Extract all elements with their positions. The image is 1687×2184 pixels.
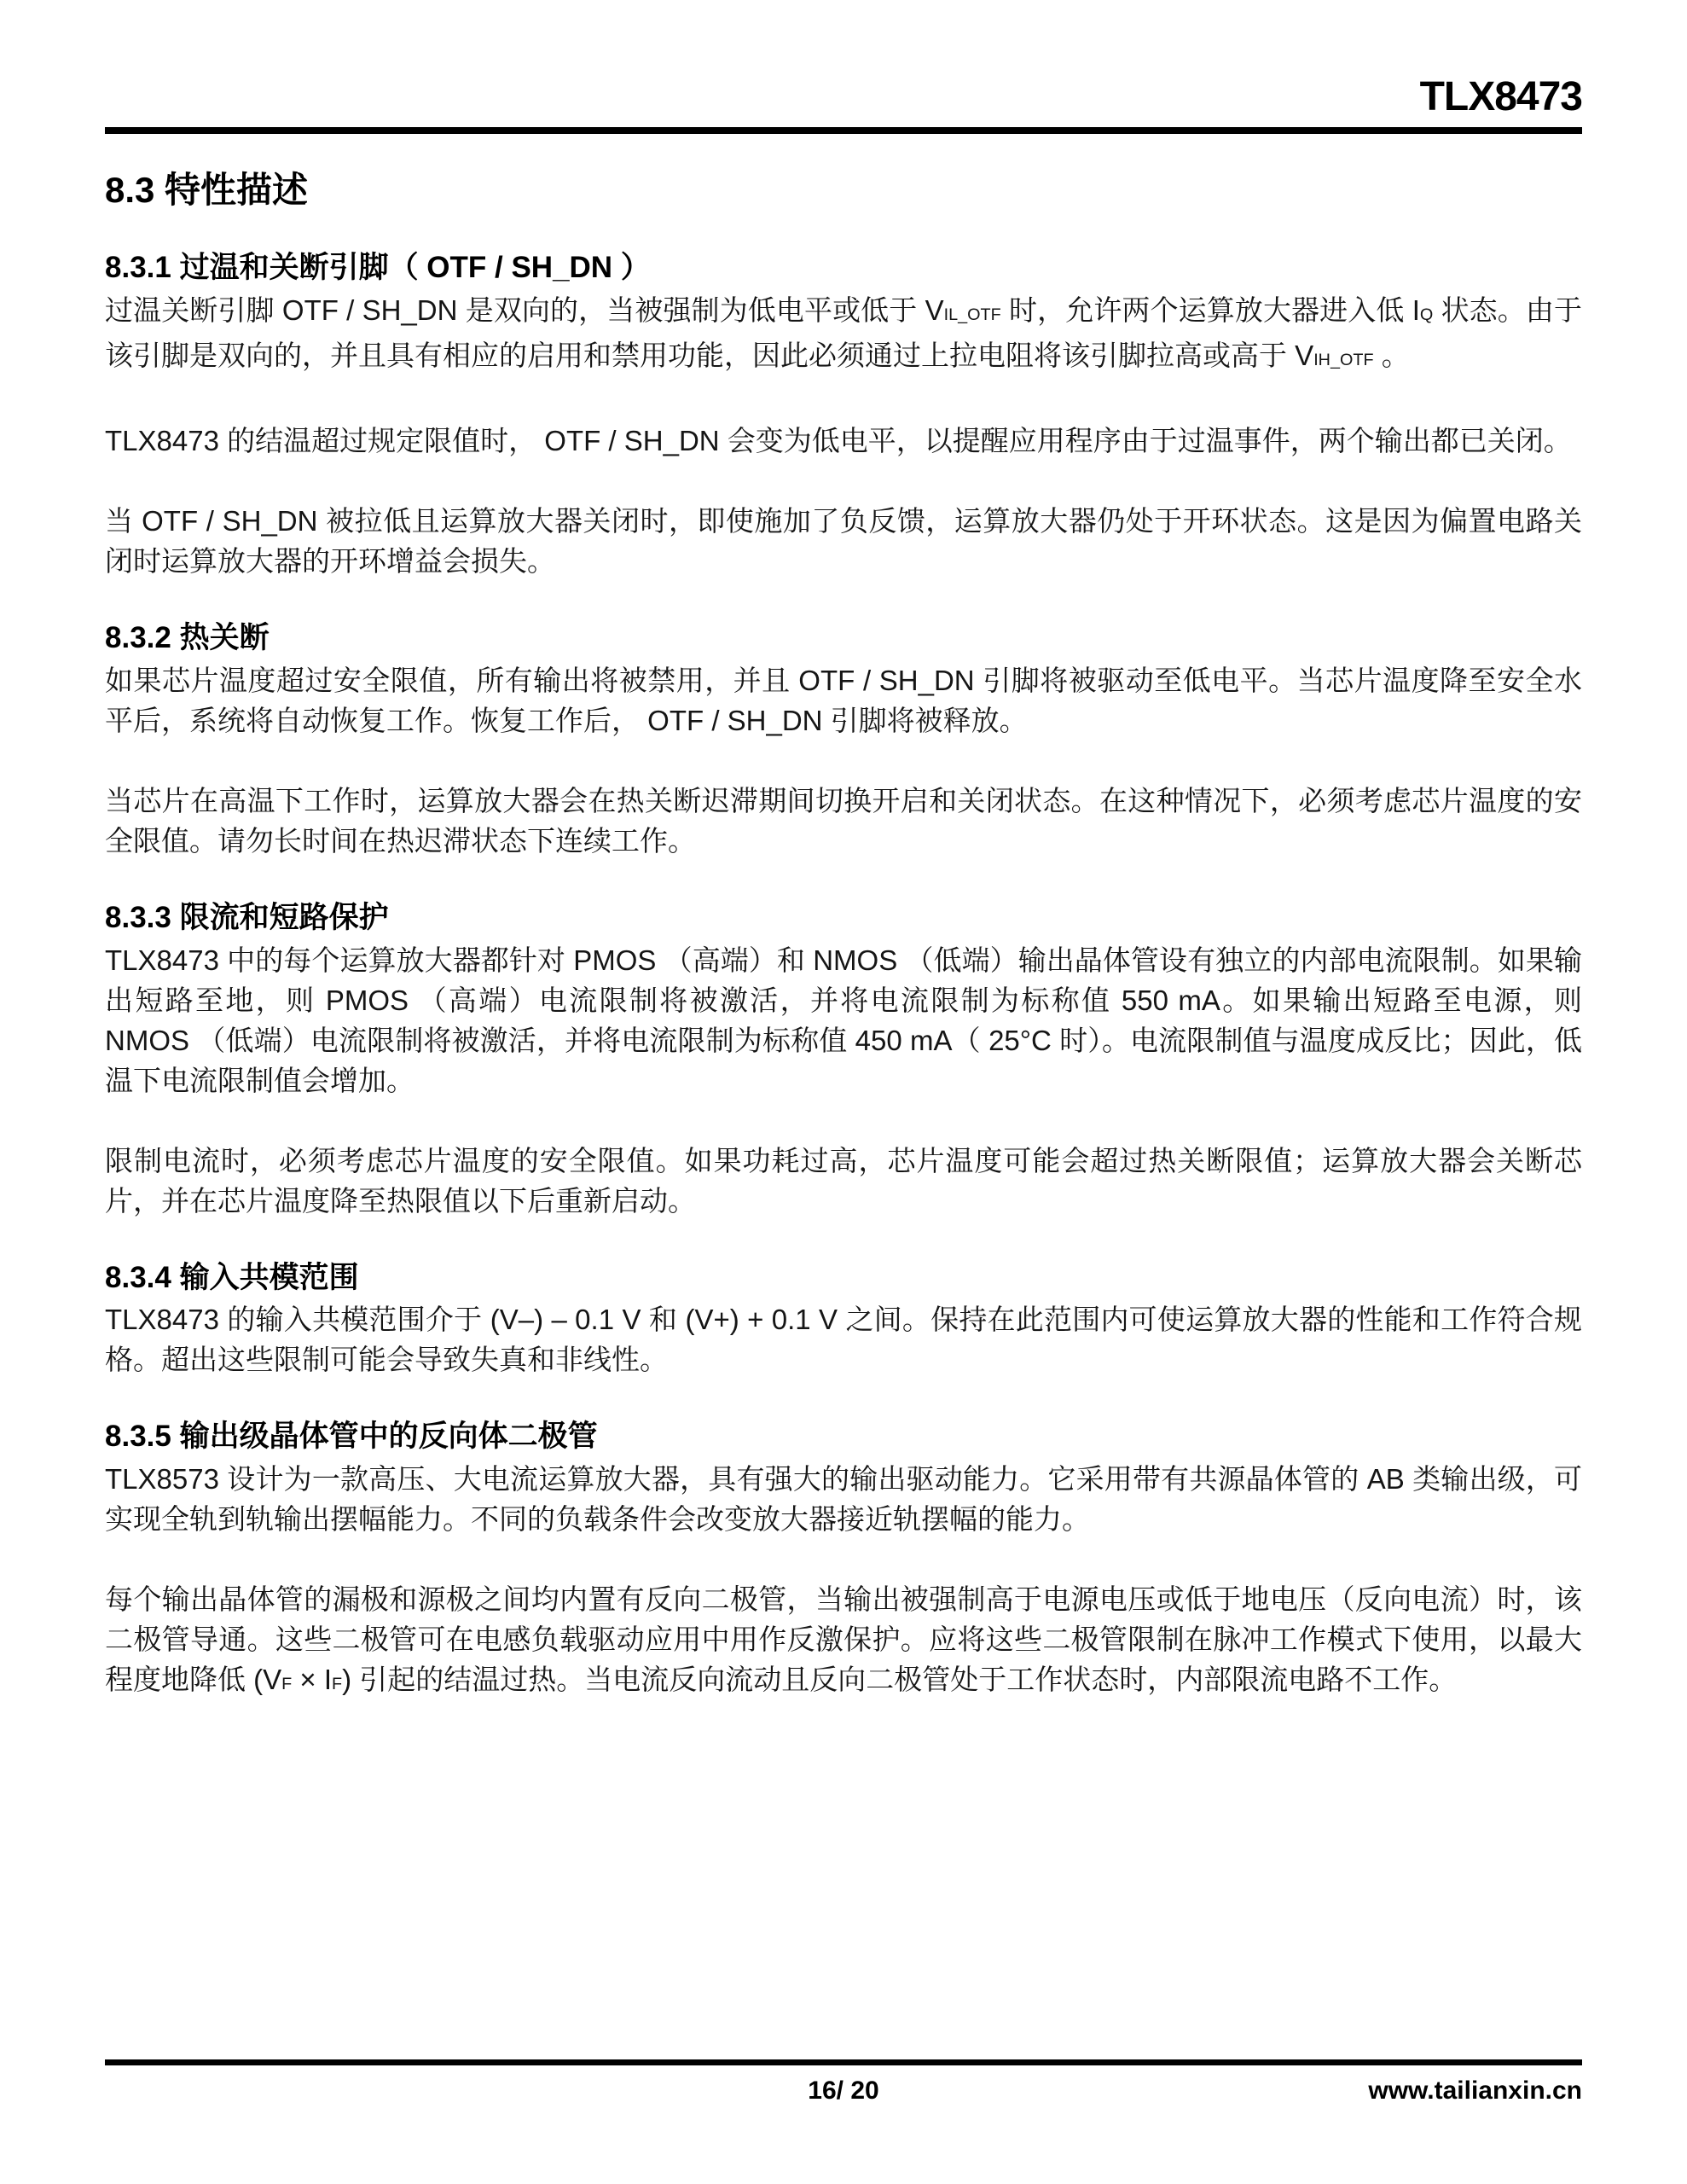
paragraph bbox=[105, 501, 1582, 581]
paragraph bbox=[105, 290, 1582, 380]
document-body bbox=[105, 170, 1582, 1705]
paragraph bbox=[105, 660, 1582, 741]
section-heading: 8.3 特性描述 bbox=[105, 170, 309, 210]
text-run: TLX8473 中的每个运算放大器都针对 PMOS （高端）和 NMOS （低端）输出晶体管设有独立的内部电流限制。如果输出短路至地，则 PMOS （高端）电流限制将被激活，并将电流限制为标称值 550 mA。如果输出短路至电源，则 NMOS （低端）电流限制将被激活，并将电流限制为标称值 450 mA（ 25°C 时）。电流限制值与温度成反比；因此，低温下电流限制值会增加。 bbox=[105, 944, 1582, 1096]
text-run: 时，允许两个运算放大器进入低 I bbox=[1000, 294, 1420, 327]
text-run: TLX8473 的输入共模范围介于 (V–) – 0.1 V 和 (V+) + 0.1 V 之间。保持在此范围内可使运算放大器的性能和工作符合规格。超出这些限制可能会导致失真和非线性。 bbox=[105, 1304, 1582, 1376]
text-run: 每个输出晶体管的漏极和源极之间均内置有反向二极管，当输出被强制高于电源电压或低于地电压（反向电流）时，该二极管导通。这些二极管可在电感负载驱动应用中用作反激保护。应将这些二极管限制在脉冲工作模式下使用，以最大程度地降低 (V bbox=[105, 1583, 1582, 1696]
footer-website: www.tailianxin.cn bbox=[1368, 2077, 1582, 2105]
paragraph bbox=[105, 421, 1582, 461]
section-heading: 8.3.5 输出级晶体管中的反向体二极管 bbox=[105, 1420, 598, 1454]
section-heading: 8.3.2 热关断 bbox=[105, 621, 270, 655]
page-footer bbox=[105, 2059, 1582, 2106]
subscript-run: F bbox=[332, 1675, 343, 1694]
subscript-run: IL_OTF bbox=[943, 305, 1001, 325]
subscript-run: F bbox=[281, 1675, 293, 1694]
text-run: 当芯片在高温下工作时，运算放大器会在热关断迟滞期间切换开启和关闭状态。在这种情况下，必须考虑芯片温度的安全限值。请勿长时间在热迟滞状态下连续工作。 bbox=[105, 784, 1582, 857]
subscript-run: Q bbox=[1419, 305, 1434, 325]
paragraph bbox=[105, 1459, 1582, 1539]
page-header bbox=[105, 0, 1582, 134]
text-run: ) 引起的结温过热。当电流反向流动且反向二极管处于工作状态时，内部限流电路不工作。 bbox=[342, 1664, 1458, 1696]
section-heading: 8.3.1 过温和关断引脚（ OTF / SH_DN ） bbox=[105, 251, 651, 285]
text-run: 如果芯片温度超过安全限值，所有输出将被禁用，并且 OTF / SH_DN 引脚将被驱动至低电平。当芯片温度降至安全水平后，系统将自动恢复工作。恢复工作后， OTF / SH_DN 引脚将被释放。 bbox=[105, 664, 1582, 736]
text-run: × I bbox=[292, 1664, 333, 1696]
paragraph bbox=[105, 1299, 1582, 1380]
text-run: TLX8573 设计为一款高压、大电流运算放大器，具有强大的输出驱动能力。它采用带有共源晶体管的 AB 类输出级，可实现全轨到轨输出摆幅能力。不同的负载条件会改变放大器接近轨摆幅的能力。 bbox=[105, 1463, 1582, 1536]
footer-row bbox=[105, 2076, 1582, 2106]
paragraph bbox=[105, 1579, 1582, 1705]
text-run: TLX8473 的结温超过规定限值时， OTF / SH_DN 会变为低电平，以提醒应用程序由于过温事件，两个输出都已关闭。 bbox=[105, 425, 1572, 457]
text-run: 过温关断引脚 OTF / SH_DN 是双向的，当被强制为低电平或低于 V bbox=[105, 294, 944, 327]
text-run: 当 OTF / SH_DN 被拉低且运算放大器关闭时，即使施加了负反馈，运算放大器仍处于开环状态。这是因为偏置电路关闭时运算放大器的开环增益会损失。 bbox=[105, 505, 1582, 578]
text-run: 状态。由于该引脚是双向的，并且具有相应的启用和禁用功能，因此必须通过上拉电阻将该引脚拉高或高于 V bbox=[105, 294, 1582, 372]
footer-rule bbox=[105, 2059, 1582, 2065]
section-heading: 8.3.3 限流和短路保护 bbox=[105, 900, 389, 934]
paragraph bbox=[105, 940, 1582, 1101]
header-rule bbox=[105, 127, 1582, 134]
paragraph bbox=[105, 1141, 1582, 1221]
section-heading: 8.3.4 输入共模范围 bbox=[105, 1260, 359, 1294]
page-number: 16/ 20 bbox=[808, 2077, 879, 2105]
document-title: TLX8473 bbox=[1419, 74, 1582, 119]
text-run: 。 bbox=[1373, 340, 1410, 372]
paragraph bbox=[105, 781, 1582, 861]
subscript-run: IH_OTF bbox=[1313, 351, 1374, 370]
text-run: 限制电流时，必须考虑芯片温度的安全限值。如果功耗过高，芯片温度可能会超过热关断限值；运算放大器会关断芯片，并在芯片温度降至热限值以下后重新启动。 bbox=[105, 1144, 1582, 1217]
